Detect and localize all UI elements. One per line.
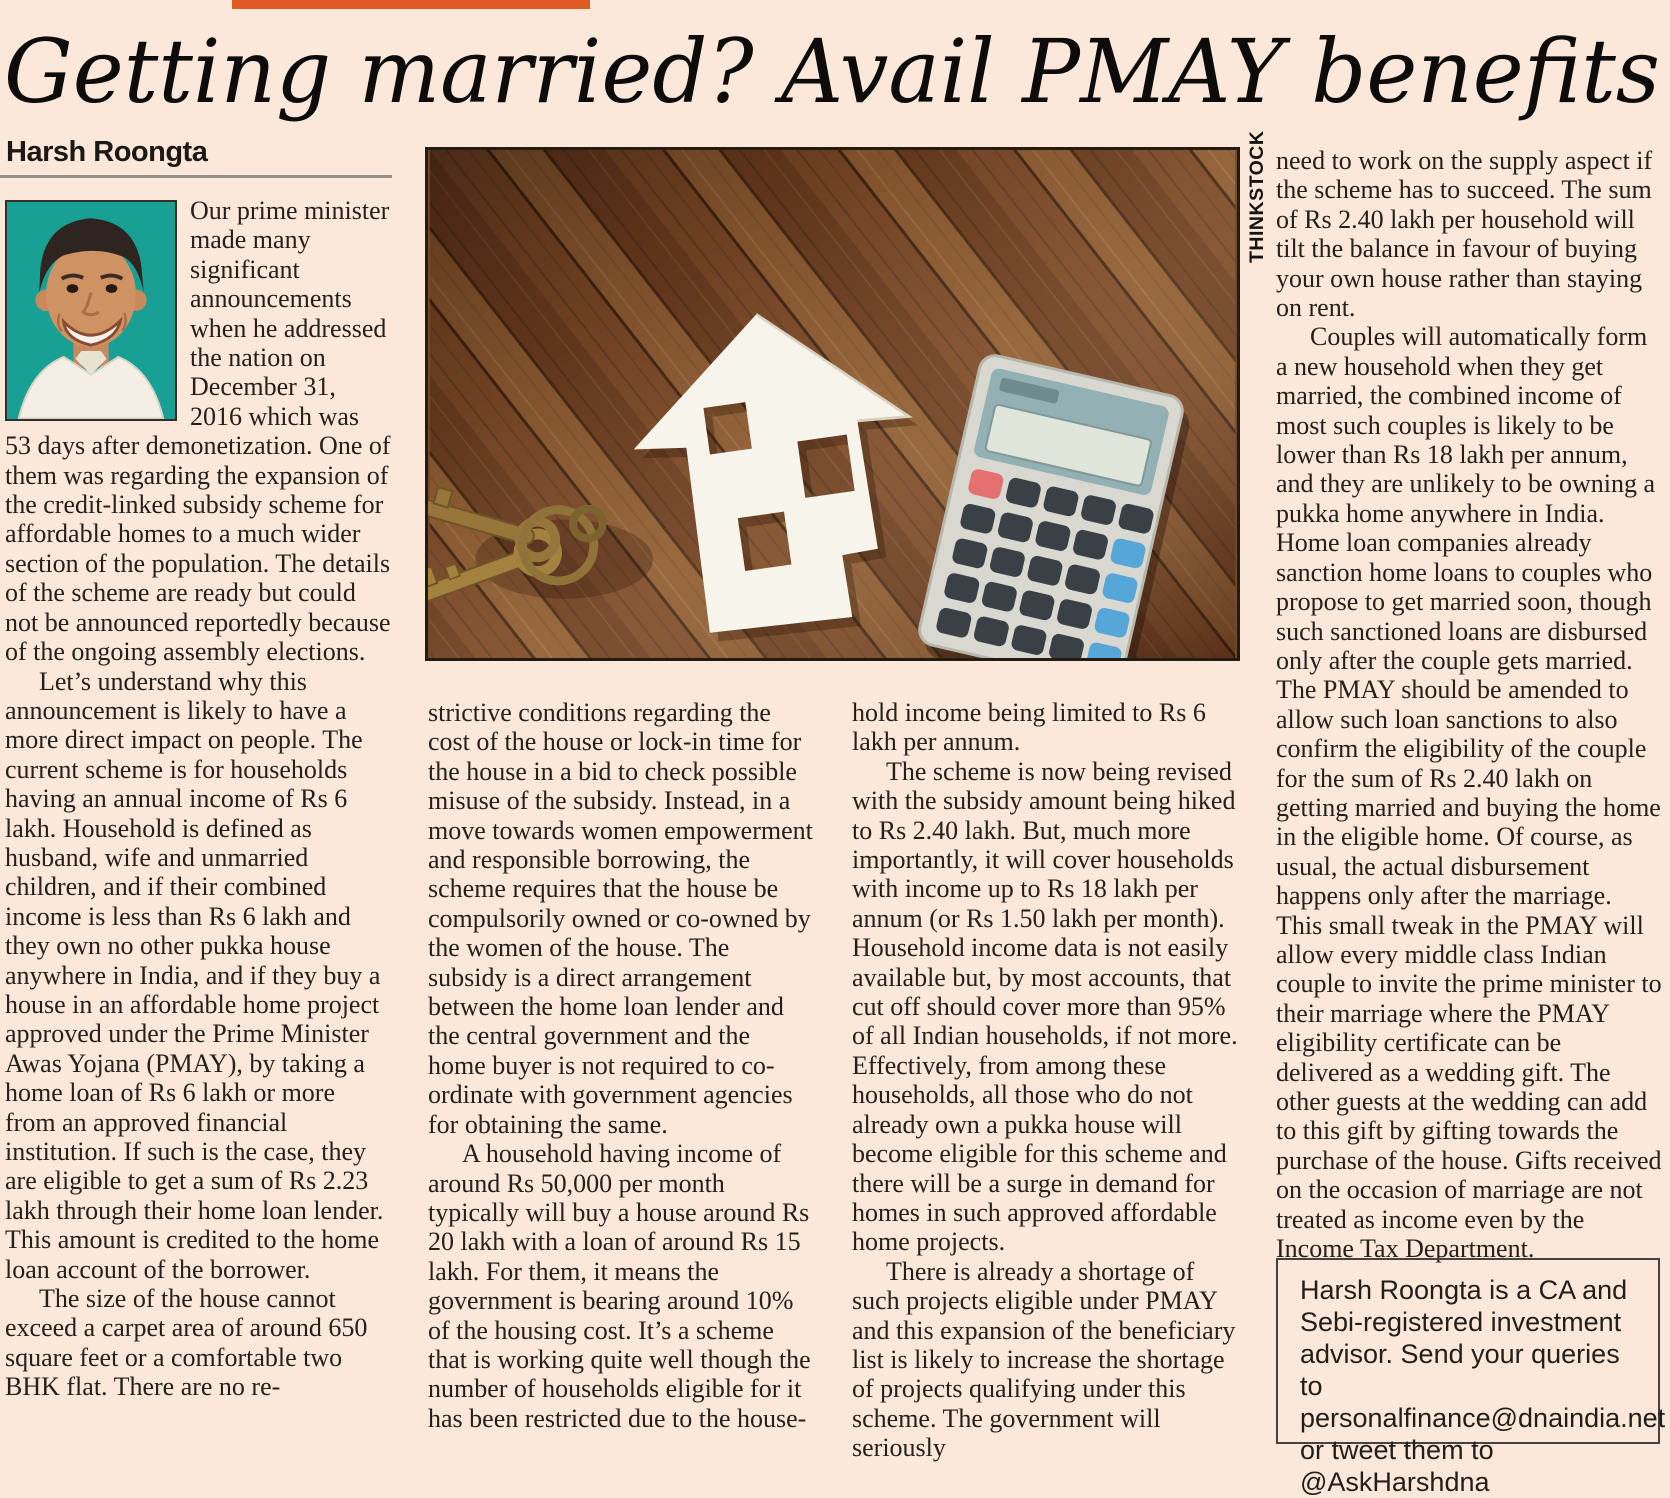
author-photo [5,200,177,421]
author-bio-box [1276,1258,1666,1497]
headline-text: Getting married? Avail PMAY benefits [4,20,1660,123]
paragraph: Let’s understand why this announcement is likely to have a more direct impact on people. The current scheme is for households having an annual income of Rs 6 lakh. Household is defined as husband, wife and unmarried children, and if their combined income is less than Rs 6 lakh and they own no other pukka house anywhere in India, and if they buy a house in an affordable home project approved under the Prime Minister Awas Yojana (PMAY), by taking a home loan of Rs 6 lakh or more from an approved financial institution. If such is the case, they are eligible to get a sum of Rs 2.23 lakh through their home loan lender. This amount is credited to the home loan account of the borrower. [5,666,384,1284]
photo-credit: THINKSTOCK [1246,130,1268,263]
paragraph: There is already a shortage of such projects eligible under PMAY and this expansion of the beneficiary list is likely to increase the shortage of projects qualifying under this scheme. The government will seriously [852,1256,1236,1463]
byline: Harsh Roongta [6,136,208,168]
paragraph: The size of the house cannot exceed a carpet area of around 650 square feet or a comfortable two BHK flat. There are no re- [5,1284,368,1402]
byline-rule [0,175,392,178]
article-column-4 [1276,146,1662,1263]
author-portrait-illustration [7,202,175,419]
article-column-1 [5,196,391,1402]
masthead-bar [232,0,590,9]
paragraph: Our prime minister made many significant announcements when he addressed the nation on December 31, 2016 which was 53 days after demonetization. One of them was regarding the expansion of the credit-linked subsidy scheme for affordable homes to a much wider section of the population. The details of the scheme are ready but could not be announced reportedly because of the ongoing assembly elections. [5,196,391,667]
paragraph: Couples will automatically form a new household when they get married, the combined income of most such couples is likely to be lower than Rs 18 lakh per annum, and they are unlikely to be owning a pukka home anywhere in India. Home loan companies already sanction home loans to couples who propose to get married soon, though such sanctioned loans are disbursed only after the couple gets married. The PMAY should be amended to allow such loan sanctions to also confirm the eligibility of the couple for the sum of Rs 2.40 lakh on getting married and buying the home in the eligible home. Of course, as usual, the actual disbursement happens only after the marriage. This small tweak in the PMAY will allow every middle class Indian couple to invite the prime minister to their marriage where the PMAY eligibility certificate can be delivered as a wedding gift. The other guests at the wedding can add to this gift by gifting towards the purchase of the house. Gifts received on the occasion of marriage are not treated as income even by the Income Tax Department. [1276,322,1662,1264]
article-column-3 [852,698,1238,1463]
page-title [0,16,1670,124]
article-column-2 [428,698,814,1433]
paragraph: Harsh Roongta is a CA and Sebi-registered investment advisor. Send your queries to personalfinance@dnaindia.net or tweet them to @AskHarshdna [1300,1275,1666,1497]
paragraph: A household having income of around Rs 50,000 per month typically will buy a house around Rs 20 lakh with a loan of around Rs 15 lakh. For them, it means the government is bearing around 10% of the housing cost. It’s a scheme that is working quite well though the number of households eligible for it has been restricted due to the house- [428,1139,811,1433]
paragraph: The scheme is now being revised with the subsidy amount being hiked to Rs 2.40 lakh. But, much more importantly, it will cover households with income up to Rs 18 lakh per annum (or Rs 1.50 lakh per month). Household income data is not easily available but, by most accounts, that cut off should cover more than 95% of all Indian households, if not more. Effectively, from among these households, all those who do not already own a pukka house will become eligible for this scheme and there will be a surge in demand for homes in such approved affordable home projects. [852,756,1238,1257]
headline-svg [0,16,1670,124]
paragraph: need to work on the supply aspect if the scheme has to succeed. The sum of Rs 2.40 lakh per household will tilt the balance in favour of buying your own house rather than staying on rent. [1276,146,1653,323]
photo-illustration [428,150,1237,658]
article-photo [425,147,1240,661]
paragraph: hold income being limited to Rs 6 lakh per annum. [852,698,1206,757]
paragraph: strictive conditions regarding the cost of the house or lock-in time for the house in a bid to check possible misuse of the subsidy. Instead, in a move towards women empowerment and responsible borrowing, the scheme requires that the house be compulsorily owned or co-owned by the women of the house. The subsidy is a direct arrangement between the home loan lender and the central government and the home buyer is not required to co-ordinate with government agencies for obtaining the same. [428,698,813,1139]
